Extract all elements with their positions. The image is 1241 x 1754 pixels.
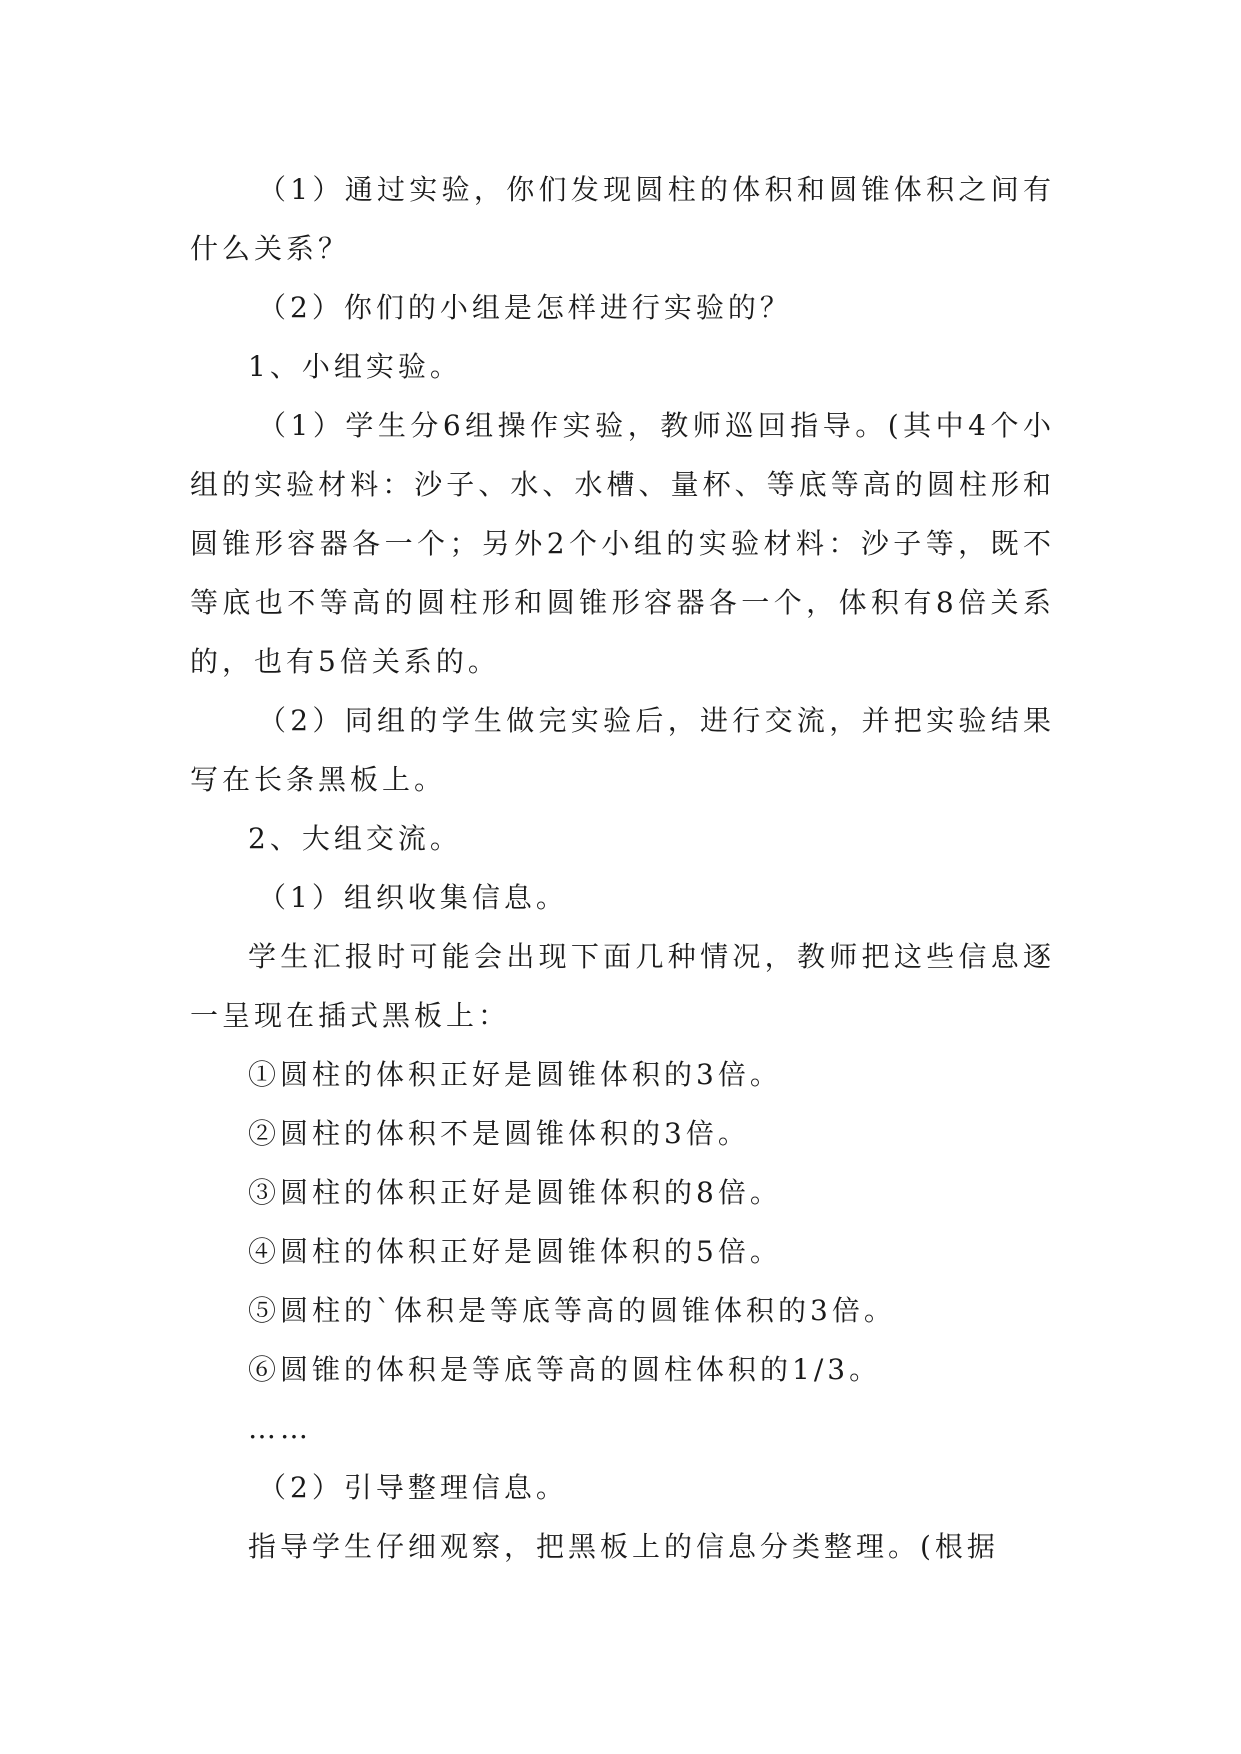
paragraph-experiment-setup: （1）学生分6组操作实验，教师巡回指导。(其中4个小组的实验材料：沙子、水、水槽、量杯、等底等高的圆柱形和圆锥形容器各一个；另外2个小组的实验材料：沙子等，既不等底也不等高的圆柱形和圆锥形容器各一个，体积有8倍关系的，也有5倍关系的。	[190, 409, 1055, 678]
paragraph-experiment-exchange: （2）同组的学生做完实验后，进行交流，并把实验结果写在长条黑板上。	[190, 704, 1055, 796]
list-item-2: ②圆柱的体积不是圆锥体积的3倍。	[248, 1117, 750, 1150]
paragraph-report-intro: 学生汇报时可能会出现下面几种情况，教师把这些信息逐一呈现在插式黑板上：	[190, 940, 1055, 1032]
paragraph-guide-students: 指导学生仔细观察，把黑板上的信息分类整理。(根据	[248, 1530, 999, 1563]
list-item-6: ⑥圆锥的体积是等底等高的圆柱体积的1/3。	[248, 1353, 882, 1386]
list-item-4: ④圆柱的体积正好是圆锥体积的5倍。	[248, 1235, 782, 1268]
paragraph-organize-info: （2）引导整理信息。	[258, 1471, 568, 1504]
heading-large-group-exchange: 2、大组交流。	[248, 822, 462, 855]
paragraph-question-2: （2）你们的小组是怎样进行实验的？	[258, 291, 792, 324]
document-body	[190, 160, 1055, 1576]
list-item-1: ①圆柱的体积正好是圆锥体积的3倍。	[248, 1058, 782, 1091]
paragraph-collect-info: （1）组织收集信息。	[258, 881, 568, 914]
list-item-5: ⑤圆柱的`体积是等底等高的圆锥体积的3倍。	[248, 1294, 896, 1327]
heading-group-experiment: 1、小组实验。	[248, 350, 462, 383]
list-ellipsis: ……	[248, 1412, 312, 1445]
paragraph-question-1: （1）通过实验，你们发现圆柱的体积和圆锥体积之间有什么关系？	[190, 173, 1055, 265]
list-item-3: ③圆柱的体积正好是圆锥体积的8倍。	[248, 1176, 782, 1209]
